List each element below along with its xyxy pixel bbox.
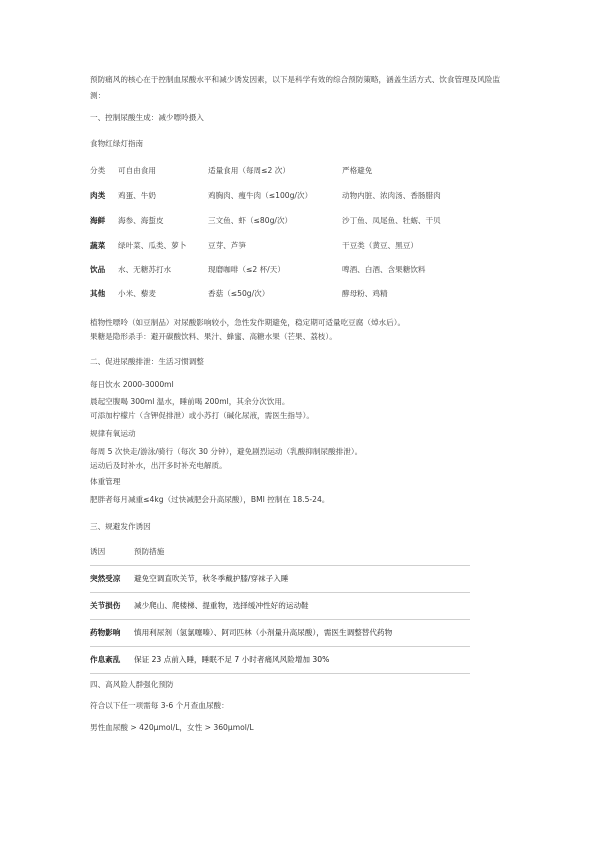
food-header-avoid: 严格避免 [342, 166, 373, 175]
food-category: 饮品 [90, 265, 106, 274]
trigger-header-prevention: 预防措施 [134, 547, 165, 556]
water-line-2: 可添加柠檬片（含钾促排泄）或小苏打（碱化尿液，需医生指导）。 [90, 411, 315, 420]
food-table-header [90, 165, 510, 179]
exercise-line-1: 每周 5 次快走/游泳/骑行（每次 30 分钟），避免剧烈运动（乳酸抑制尿酸排泄）。 [90, 447, 363, 456]
trigger-cause: 作息紊乱 [90, 655, 121, 664]
food-avoid: 啤酒、白酒、含果糖饮料 [342, 265, 426, 274]
food-free: 鸡蛋、牛奶 [118, 191, 156, 200]
table-row [90, 190, 510, 204]
exercise-title: 规律有氧运动 [90, 429, 136, 438]
table-row [90, 288, 510, 302]
intro-paragraph: 预防痛风的核心在于控制血尿酸水平和减少诱发因素，以下是科学有效的综合预防策略，涵盖生活方式、饮食管理及风险监测： [90, 75, 501, 100]
food-free: 海参、海蜇皮 [118, 216, 164, 225]
food-header-moderate: 适量食用（每周≤2 次） [208, 166, 290, 175]
trigger-cause: 药物影响 [90, 628, 121, 637]
trigger-cause: 关节损伤 [90, 601, 121, 610]
food-category: 海鲜 [90, 216, 106, 225]
food-moderate: 豆芽、芦笋 [208, 241, 246, 250]
section2-heading: 二、促进尿酸排泄：生活习惯调整 [90, 357, 204, 366]
table-row [90, 620, 470, 647]
food-header-category: 分类 [90, 166, 106, 175]
table-row [90, 215, 510, 229]
food-category: 肉类 [90, 191, 106, 200]
weight-title: 体重管理 [90, 477, 121, 486]
table-row [90, 240, 510, 254]
table-row [90, 647, 470, 674]
food-avoid: 动物内脏、浓肉汤、香肠腊肉 [342, 191, 441, 200]
table-row [90, 593, 470, 620]
food-free: 水、无糖苏打水 [118, 265, 172, 274]
food-category: 蔬菜 [90, 241, 106, 250]
food-category: 其他 [90, 289, 106, 298]
trigger-prevention: 避免空调直吹关节，秋冬季戴护膝/穿袜子入睡 [134, 574, 289, 583]
trigger-cause: 突然受凉 [90, 574, 121, 583]
food-moderate: 现磨咖啡（≤2 杯/天） [208, 265, 285, 274]
exercise-line-2: 运动后及时补水，出汗多时补充电解质。 [90, 461, 227, 470]
food-avoid: 干豆类（黄豆、黑豆） [342, 241, 418, 250]
trigger-prevention: 减少爬山、爬楼梯、提重物，选择缓冲性好的运动鞋 [134, 601, 309, 610]
food-moderate: 香菇（≤50g/次） [208, 289, 270, 298]
food-avoid: 酵母粉、鸡精 [342, 289, 388, 298]
risk-line-1: 符合以下任一项需每 3-6 个月查血尿酸： [90, 701, 229, 710]
water-line-1: 晨起空腹喝 300ml 温水，睡前喝 200ml，其余分次饮用。 [90, 397, 290, 406]
table-row [90, 264, 510, 278]
food-moderate: 三文鱼、虾（≤80g/次） [208, 216, 293, 225]
food-free: 绿叶菜、瓜类、萝卜 [118, 241, 187, 250]
section1-subheading: 食物红绿灯指南 [90, 139, 144, 148]
food-avoid: 沙丁鱼、凤尾鱼、牡蛎、干贝 [342, 216, 441, 225]
trigger-prevention: 保证 23 点前入睡，睡眠不足 7 小时者痛风风险增加 30% [134, 655, 330, 664]
water-title: 每日饮水 2000-3000ml [90, 380, 174, 389]
food-header-free: 可自由食用 [118, 166, 156, 175]
trigger-header-cause: 诱因 [90, 547, 106, 556]
trigger-table-header [90, 539, 470, 566]
risk-line-2: 男性血尿酸 > 420μmol/L，女性 > 360μmol/L [90, 723, 254, 732]
fructose-note: 果糖是隐形杀手：避开碳酸饮料、果汁、蜂蜜、高糖水果（芒果、荔枝）。 [90, 332, 337, 341]
purine-note: 植物性嘌呤（如豆制品）对尿酸影响较小，急性发作期避免，稳定期可适量吃豆腐（焯水后）。 [90, 318, 406, 327]
section4-heading: 四、高风险人群强化预防 [90, 680, 174, 689]
table-row [90, 566, 470, 593]
weight-line-1: 肥胖者每月减重≤4kg（过快减肥会升高尿酸），BMI 控制在 18.5-24。 [90, 495, 330, 504]
food-moderate: 鸡胸肉、瘦牛肉（≤100g/次） [208, 191, 313, 200]
section3-heading: 三、规避发作诱因 [90, 522, 151, 531]
section1-heading: 一、控制尿酸生成：减少嘌呤摄入 [90, 113, 204, 122]
trigger-prevention: 慎用利尿剂（氢氯噻嗪）、阿司匹林（小剂量升高尿酸），需医生调整替代药物 [134, 628, 393, 637]
food-free: 小米、藜麦 [118, 289, 156, 298]
